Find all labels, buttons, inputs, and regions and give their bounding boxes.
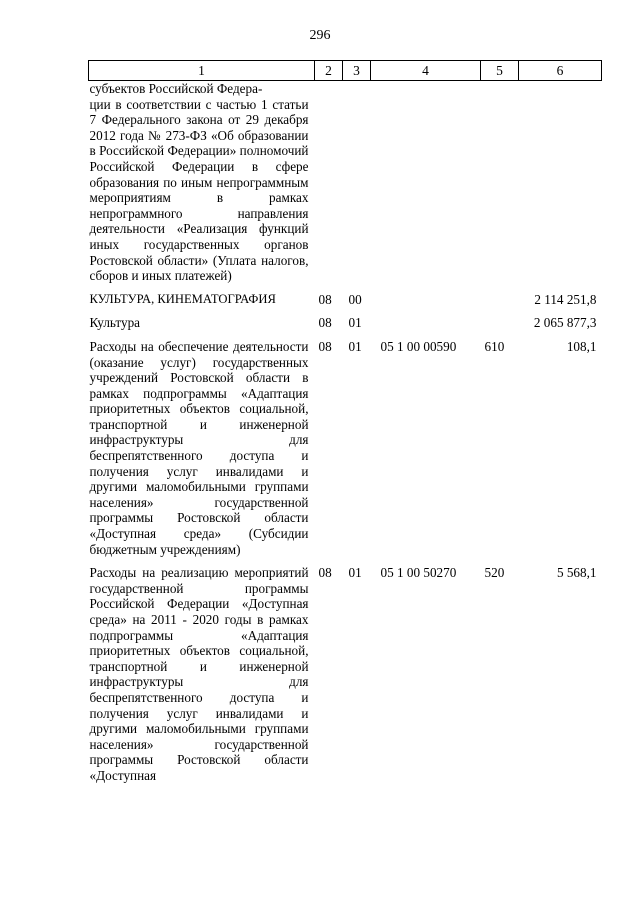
table-row	[89, 565, 602, 783]
row-spacer	[89, 284, 602, 292]
row-type: 520	[484, 565, 505, 581]
row-spacer	[89, 331, 602, 339]
table-row	[89, 81, 602, 284]
row-type	[481, 292, 519, 308]
row-section: 08	[318, 315, 332, 331]
row-amount	[519, 81, 602, 284]
row-target	[371, 81, 481, 284]
header-col-3: 3	[343, 61, 371, 81]
row-subsection: 01	[348, 338, 362, 354]
row-spacer	[89, 307, 602, 315]
header-col-6: 6	[519, 61, 602, 81]
row-section: 08	[318, 291, 332, 307]
row-description-text: субъектов Российской Федера- ции в соответствии с частью 1 статьи 7 Федерального закона от 29 декабря 2012 года № 273-ФЗ «Об образовании в Российской Федерации» полномочий Российской Федерации в сфере образования по иным непрограммным мероприятиям в рамках непрограммного направления деятельности «Реализация функций иных государственных органов Ростовской области» (Уплата налогов, сборов и иных платежей)	[89, 81, 309, 284]
row-type	[481, 81, 519, 284]
table-body	[89, 81, 602, 784]
header-col-5: 5	[481, 61, 519, 81]
row-description: Расходы на обеспечение деятельности (оказание услуг) государственных учреждений Ростовской области в рамках подпрограммы «Адаптация приоритетных объектов социальной, транспортной и инженерной инфраструктуры для беспрепятственного доступа и получения услуг инвалидами и другими маломобильными группами населения» государственной программы Ростовской области «Доступная среда» (Субсидии бюджетным учреждениям)	[89, 338, 309, 557]
header-row	[89, 61, 602, 81]
budget-table-container	[88, 60, 601, 784]
row-description: Расходы на реализацию мероприятий государственной программы Российской Федерации «Доступная среда» на 2011 - 2020 годы в рамках подпрограммы «Адаптация приоритетных объектов социальной, транспортной и инженерной инфраструктуры для беспрепятственного доступа и получения услуг инвалидами и другими маломобильными группами населения» государственной программы Ростовской области «Доступная	[89, 565, 309, 783]
budget-table	[88, 60, 602, 784]
header-col-2: 2	[315, 61, 343, 81]
header-col-1: 1	[89, 61, 315, 81]
row-target	[371, 315, 481, 331]
page-number: 296	[309, 28, 331, 43]
row-target	[371, 292, 481, 308]
row-subsection: 01	[348, 315, 362, 331]
table-row	[89, 339, 602, 557]
row-section	[315, 81, 343, 284]
row-amount: 2 065 877,3	[533, 315, 597, 331]
row-description: КУЛЬТУРА, КИНЕМАТОГРАФИЯ	[89, 291, 276, 306]
table-header	[89, 61, 602, 81]
row-description: Культура	[89, 315, 141, 331]
table-row	[89, 315, 602, 331]
row-amount: 108,1	[566, 338, 597, 354]
row-subsection: 00	[348, 291, 362, 307]
row-description	[89, 81, 315, 284]
row-section: 08	[318, 565, 332, 581]
row-section: 08	[318, 338, 332, 354]
row-amount: 2 114 251,8	[534, 291, 597, 307]
header-col-4: 4	[371, 61, 481, 81]
row-type: 610	[484, 338, 505, 354]
row-subsection: 01	[348, 565, 362, 581]
table-row	[89, 292, 602, 308]
row-type	[481, 315, 519, 331]
row-subsection	[343, 81, 371, 284]
row-spacer	[89, 557, 602, 565]
row-target: 05 1 00 00590	[380, 338, 457, 354]
row-amount: 5 568,1	[556, 565, 597, 581]
row-target: 05 1 00 50270	[380, 565, 457, 581]
